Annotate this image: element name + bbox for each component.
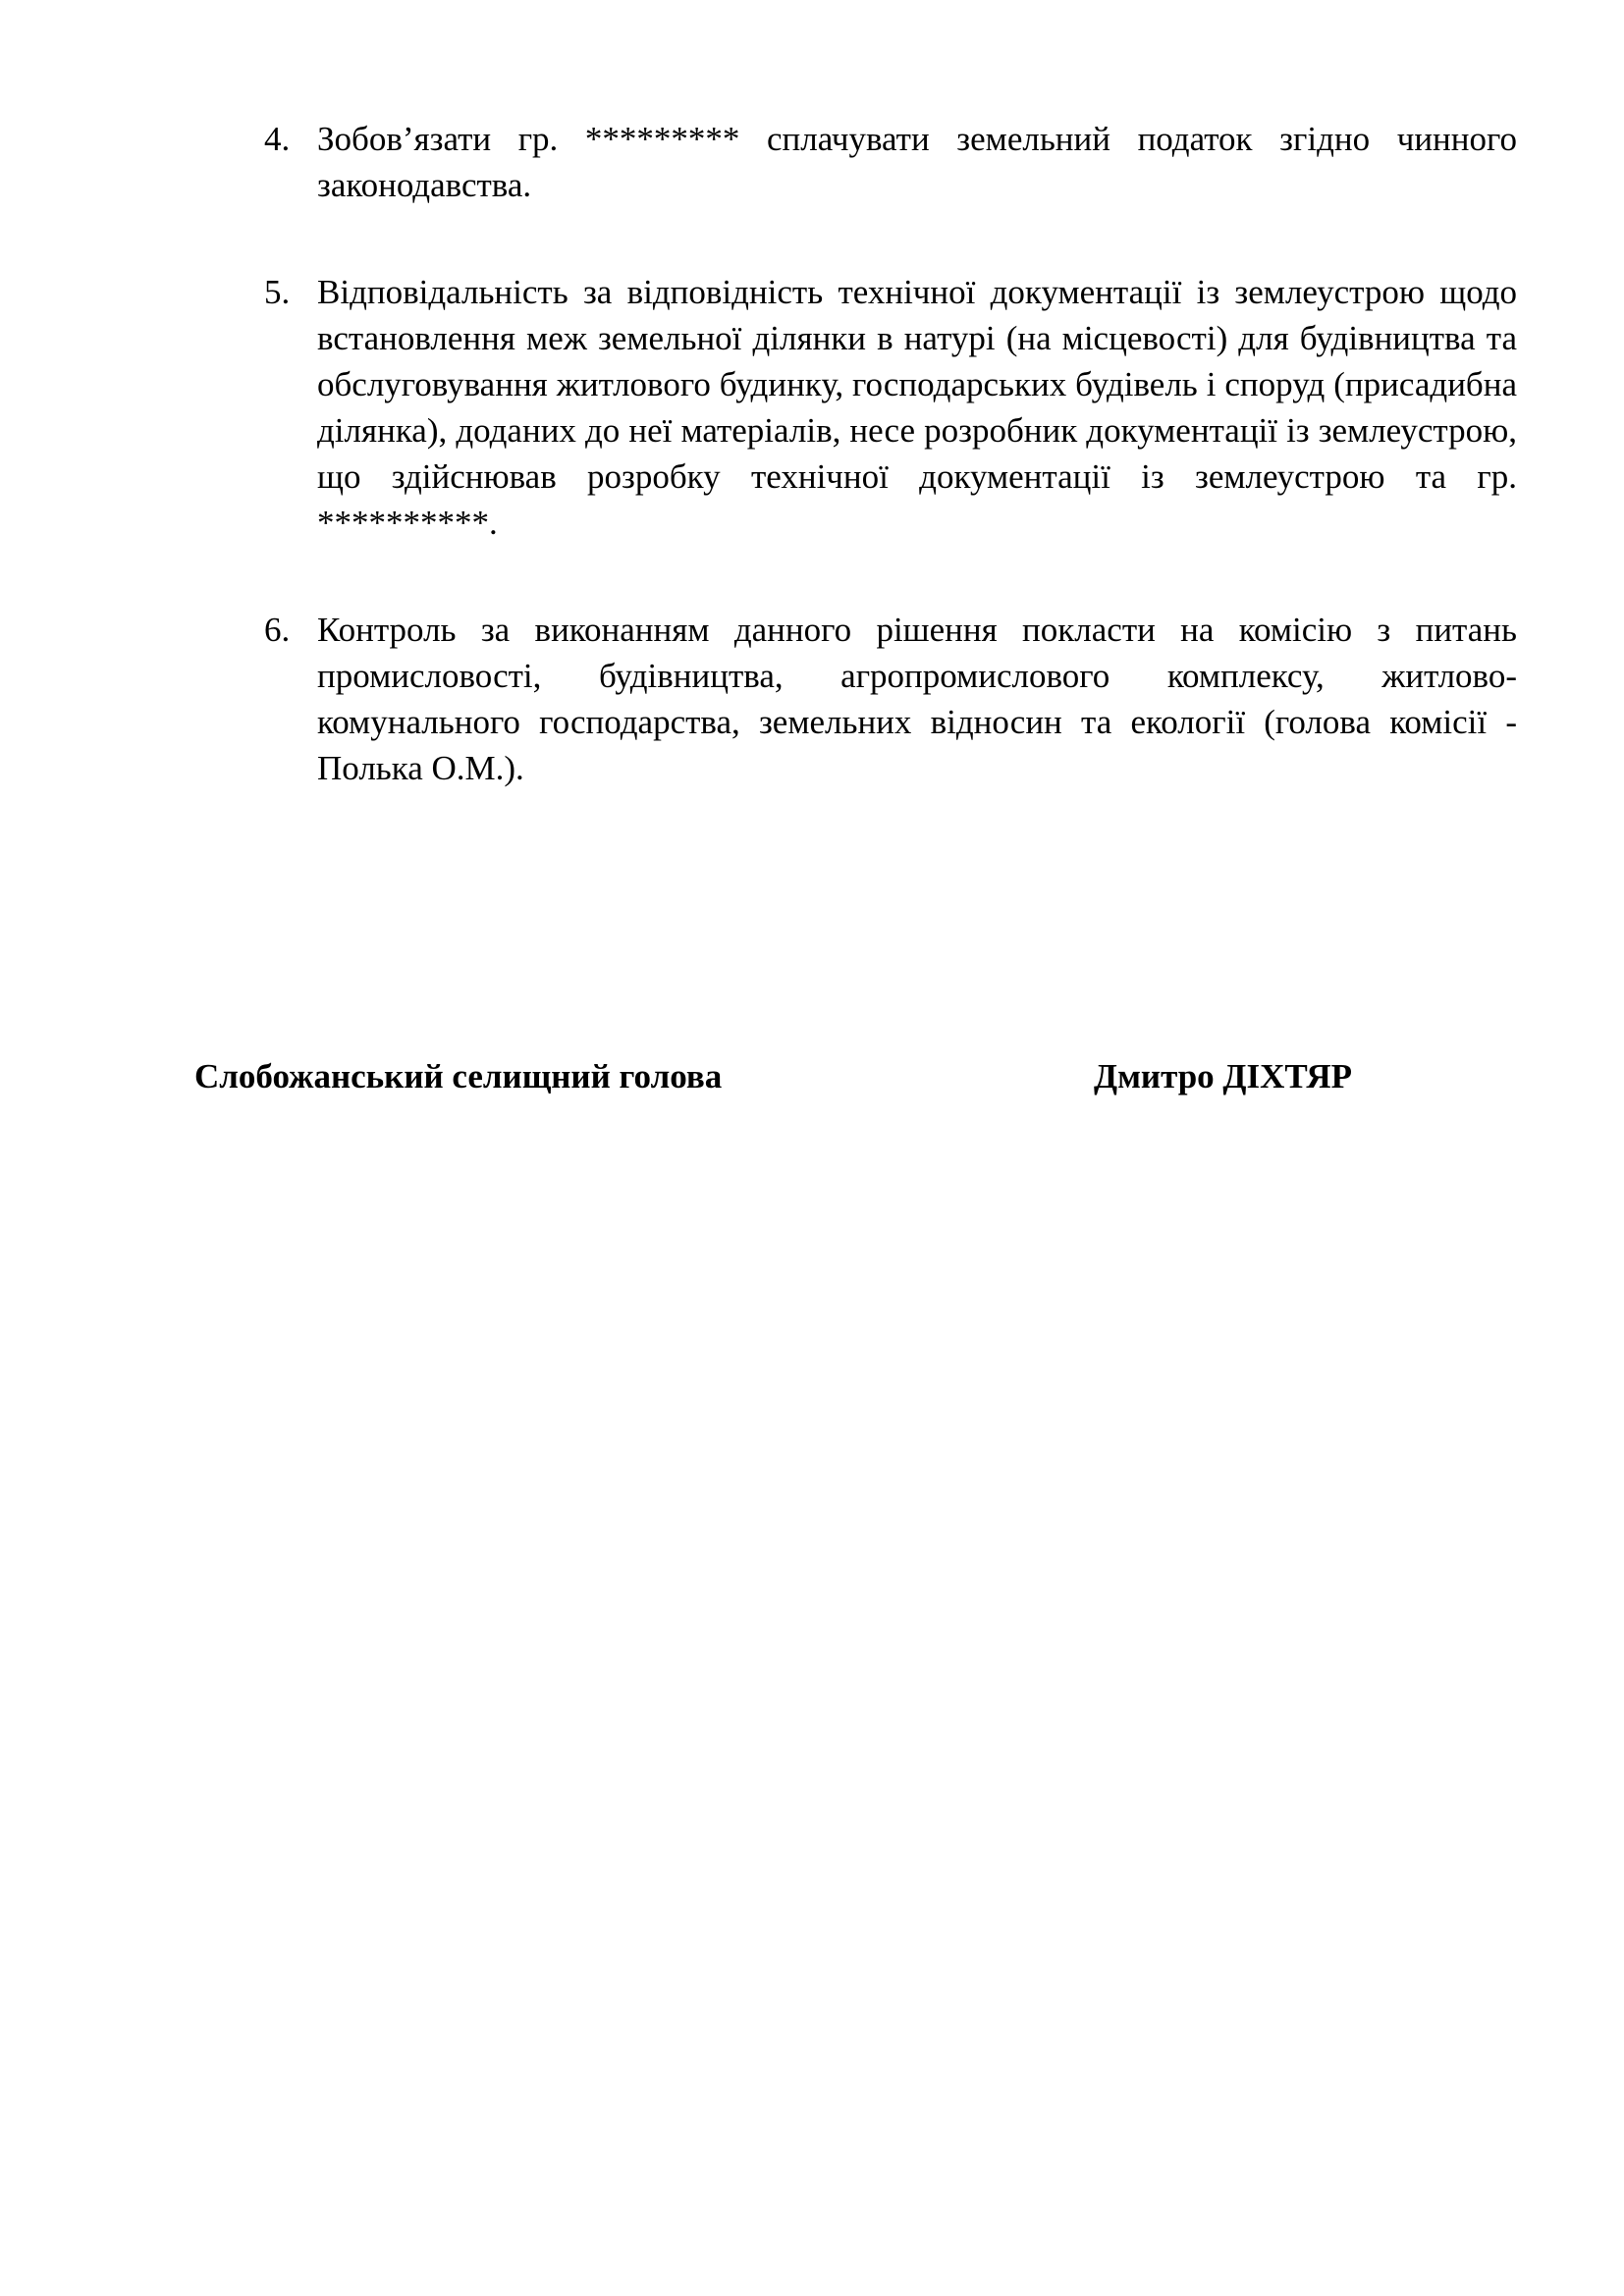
signature-block [194,1052,1422,1101]
decision-item-5 [260,269,1517,546]
decision-item-4 [260,116,1517,208]
item-text: Зобов’язати гр. ********* сплачувати земельний податок згідно чинного законодавства. [317,120,1517,204]
item-text: Контроль за виконанням данного рішення покласти на комісію з питань промисловості, будівництва, агропромислового комплексу, житлово-комунального господарства, земельних відносин та екології (голова комісії - Полька О.М.). [317,611,1517,787]
decision-item-6 [260,607,1517,791]
decision-items-list [260,116,1517,852]
signer-position: Слобожанський селищний голова [194,1057,723,1095]
item-number: 4. [264,120,291,158]
signer-name: Дмитро ДІХТЯР [1094,1057,1353,1095]
item-number: 5. [264,273,291,311]
item-number: 6. [264,611,291,649]
item-text: Відповідальність за відповідність технічної документації із землеустрою щодо встановлення меж земельної ділянки в натурі (на місцевості) для будівництва та обслуговування житлового будинку, господарських будівель і споруд (присадибна ділянка), доданих до неї матеріалів, несе розробник документації із землеустрою, що здійснював розробку технічної документації із землеустрою та гр. **********. [317,273,1517,542]
